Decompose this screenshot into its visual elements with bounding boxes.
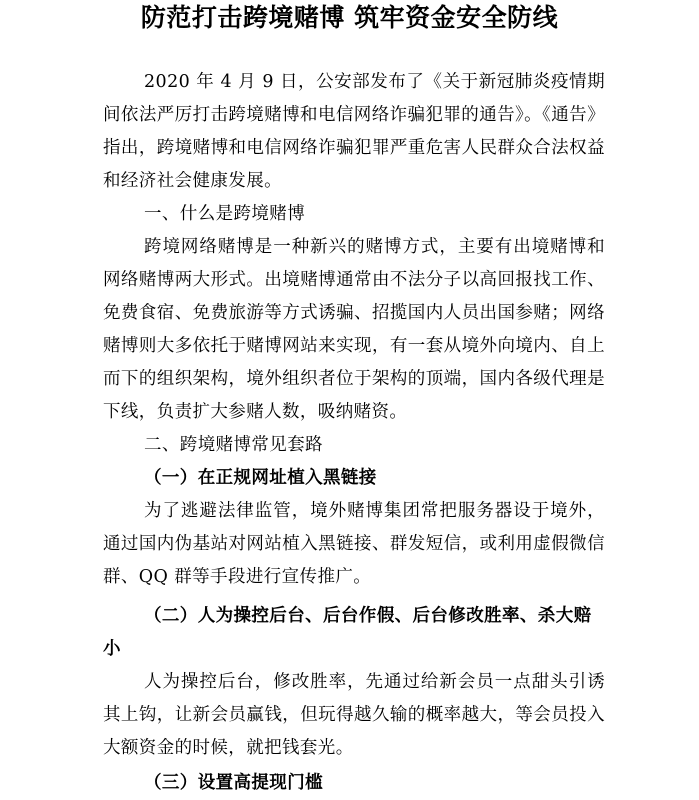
section-2-heading: 二、跨境赌博常见套路 (144, 435, 323, 455)
subsection-1-heading: （一）在正规网址植入黑链接 (144, 468, 377, 488)
section-1-body: 跨境网络赌博是一种新兴的赌博方式，主要有出境赌博和网络赌博两大形式。出境赌博通常由不法分子以高回报找工作、免费食宿、免费旅游等方式诱骗、招揽国内人员出国参赌；网络赌博则大多依托于赌博网站来实现，有一套从境外向境内、自上而下的组织架构，境外组织者位于架构的顶端，国内各级代理是下线，负责扩大参赌人数，吸纳赌资。 (103, 237, 605, 422)
subsection-2-heading: （二）人为操控后台、后台作假、后台修改胜率、杀大赔小 (103, 606, 592, 659)
intro-paragraph: 2020 年 4 月 9 日，公安部发布了《关于新冠肺炎疫情期间依法严厉打击跨境赌博和电信网络诈骗犯罪的通告》。《通告》指出，跨境赌博和电信网络诈骗犯罪严重危害人民群众合法权益和经济社会健康发展。 (103, 72, 605, 191)
subsection-3-heading: （三）设置高提现门槛 (144, 773, 323, 793)
document-title: 防范打击跨境赌博 筑牢资金安全防线 (140, 3, 559, 32)
subsection-2-body: 人为操控后台，修改胜率，先通过给新会员一点甜头引诱其上钩，让新会员赢钱，但玩得越久输的概率越大，等会员投入大额资金的时候，就把钱套光。 (103, 672, 605, 758)
section-1-heading: 一、什么是跨境赌博 (144, 204, 306, 224)
subsection-1-body: 为了逃避法律监管，境外赌博集团常把服务器设于境外，通过国内伪基站对网站植入黑链接、群发短信，或利用虚假微信群、QQ 群等手段进行宣传推广。 (103, 501, 605, 587)
